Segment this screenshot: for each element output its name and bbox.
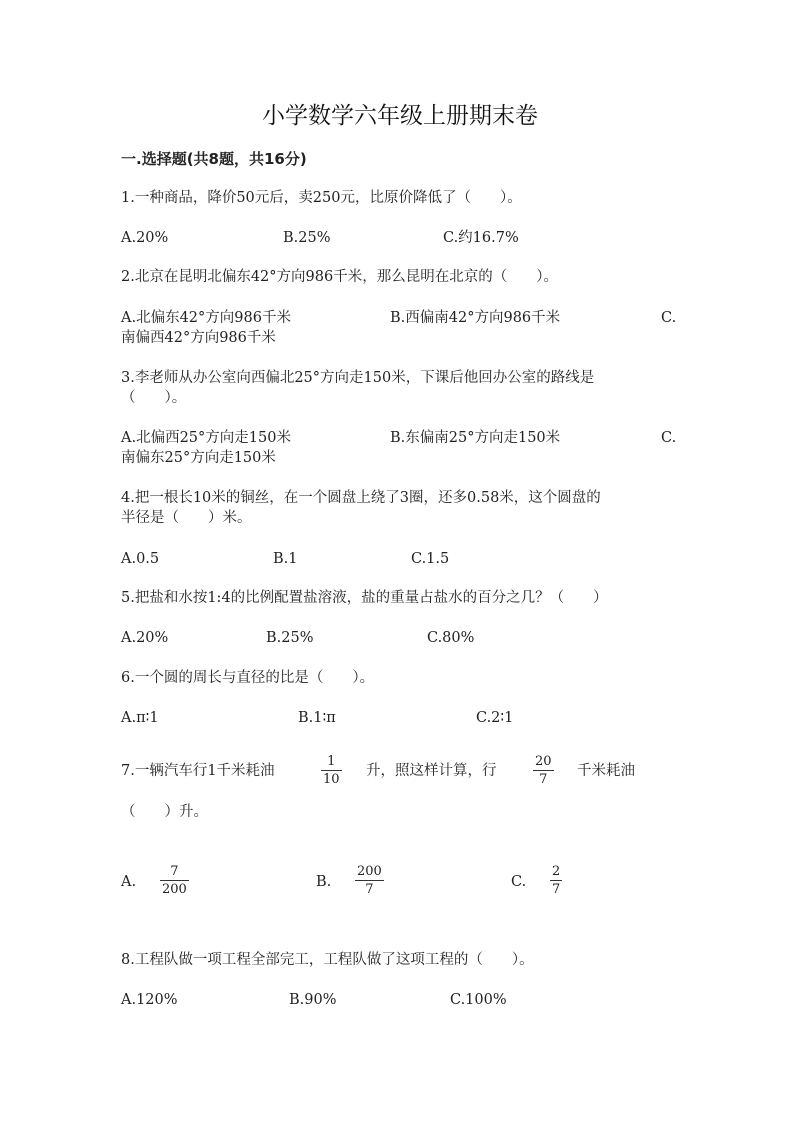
- q3-option-c-label[interactable]: C.: [661, 430, 677, 446]
- question-8: 8.工程队做一项工程全部完工，工程队做了这项工程的（ ）。: [121, 952, 534, 968]
- q7-option-b-denominator: 7: [365, 882, 374, 897]
- q1-option-a[interactable]: A.20%: [121, 230, 169, 246]
- page-title: 小学数学六年级上册期末卷: [262, 103, 538, 129]
- q2-option-c-label[interactable]: C.: [661, 310, 677, 326]
- q7-fraction-1-numerator: 1: [327, 754, 336, 769]
- q7-fraction-1-denominator: 10: [323, 772, 340, 787]
- q8-option-c[interactable]: C.100%: [450, 992, 507, 1008]
- q6-option-b[interactable]: B.1∶π: [298, 710, 336, 726]
- q4-option-a[interactable]: A.0.5: [121, 551, 160, 567]
- q7-option-c-denominator: 7: [552, 882, 561, 897]
- question-4-line1: 4.把一根长10米的铜丝，在一个圆盘上绕了3圈，还多0.58米，这个圆盘的: [121, 490, 601, 506]
- q1-option-c[interactable]: C.约16.7%: [443, 230, 519, 246]
- q7-option-a-fraction[interactable]: [160, 864, 189, 897]
- q7-fraction-2-numerator: 20: [535, 754, 552, 769]
- q7-fraction-2-denominator: 7: [539, 772, 548, 787]
- question-4-line2: 半径是（ ）米。: [121, 510, 252, 526]
- question-3-line1: 3.李老师从办公室向西偏北25°方向走150米，下课后他回办公室的路线是: [121, 370, 595, 386]
- q8-option-a[interactable]: A.120%: [121, 992, 178, 1008]
- q6-option-c[interactable]: C.2∶1: [476, 710, 514, 726]
- q6-option-a[interactable]: A.π∶1: [121, 710, 159, 726]
- question-5: 5.把盐和水按1:4的比例配置盐溶液，盐的重量占盐水的百分之几？（ ）: [121, 590, 608, 606]
- q2-option-a[interactable]: A.北偏东42°方向986千米: [121, 310, 291, 326]
- q7-option-c-label[interactable]: C.: [511, 874, 527, 890]
- q7-option-b-label[interactable]: B.: [316, 874, 332, 890]
- q3-option-a[interactable]: A.北偏西25°方向走150米: [121, 430, 291, 446]
- q7-option-a-label[interactable]: A.: [121, 874, 137, 890]
- q7-option-b-fraction[interactable]: [355, 864, 384, 897]
- q7-fraction-2: [533, 754, 554, 787]
- question-6: 6.一个圆的周长与直径的比是（ ）。: [121, 670, 375, 686]
- q7-fraction-1: [321, 754, 342, 787]
- q3-option-c-text[interactable]: 南偏东25°方向走150米: [121, 450, 276, 466]
- q7-option-c-fraction[interactable]: [550, 864, 562, 897]
- q7-option-a-denominator: 200: [162, 882, 187, 897]
- question-2: 2.北京在昆明北偏东42°方向986千米，那么昆明在北京的（ ）。: [121, 269, 558, 285]
- question-7-part1: 7.一辆汽车行1千米耗油: [121, 763, 275, 779]
- q2-option-c-text[interactable]: 南偏西42°方向986千米: [121, 330, 276, 346]
- q5-option-a[interactable]: A.20%: [121, 630, 169, 646]
- question-3-line2: （ ）。: [121, 390, 187, 406]
- q7-option-c-numerator: 2: [552, 864, 561, 879]
- q5-option-b[interactable]: B.25%: [266, 630, 314, 646]
- q5-option-c[interactable]: C.80%: [427, 630, 475, 646]
- q3-option-b[interactable]: B.东偏南25°方向走150米: [390, 430, 561, 446]
- question-7-part2: 升，照这样计算，行: [366, 763, 497, 779]
- question-7-line2: （ ）升。: [121, 804, 208, 820]
- q4-option-b[interactable]: B.1: [273, 551, 298, 567]
- q4-option-c[interactable]: C.1.5: [411, 551, 450, 567]
- section-heading: 一.选择题(共8题，共16分): [121, 150, 307, 168]
- q7-option-b-numerator: 200: [357, 864, 382, 879]
- q1-option-b[interactable]: B.25%: [283, 230, 331, 246]
- q2-option-b[interactable]: B.西偏南42°方向986千米: [390, 310, 561, 326]
- q8-option-b[interactable]: B.90%: [289, 992, 337, 1008]
- q7-option-a-numerator: 7: [170, 864, 179, 879]
- question-7-part3: 千米耗油: [577, 763, 635, 779]
- question-1: 1.一种商品，降价50元后，卖250元，比原价降低了（ ）。: [121, 190, 522, 206]
